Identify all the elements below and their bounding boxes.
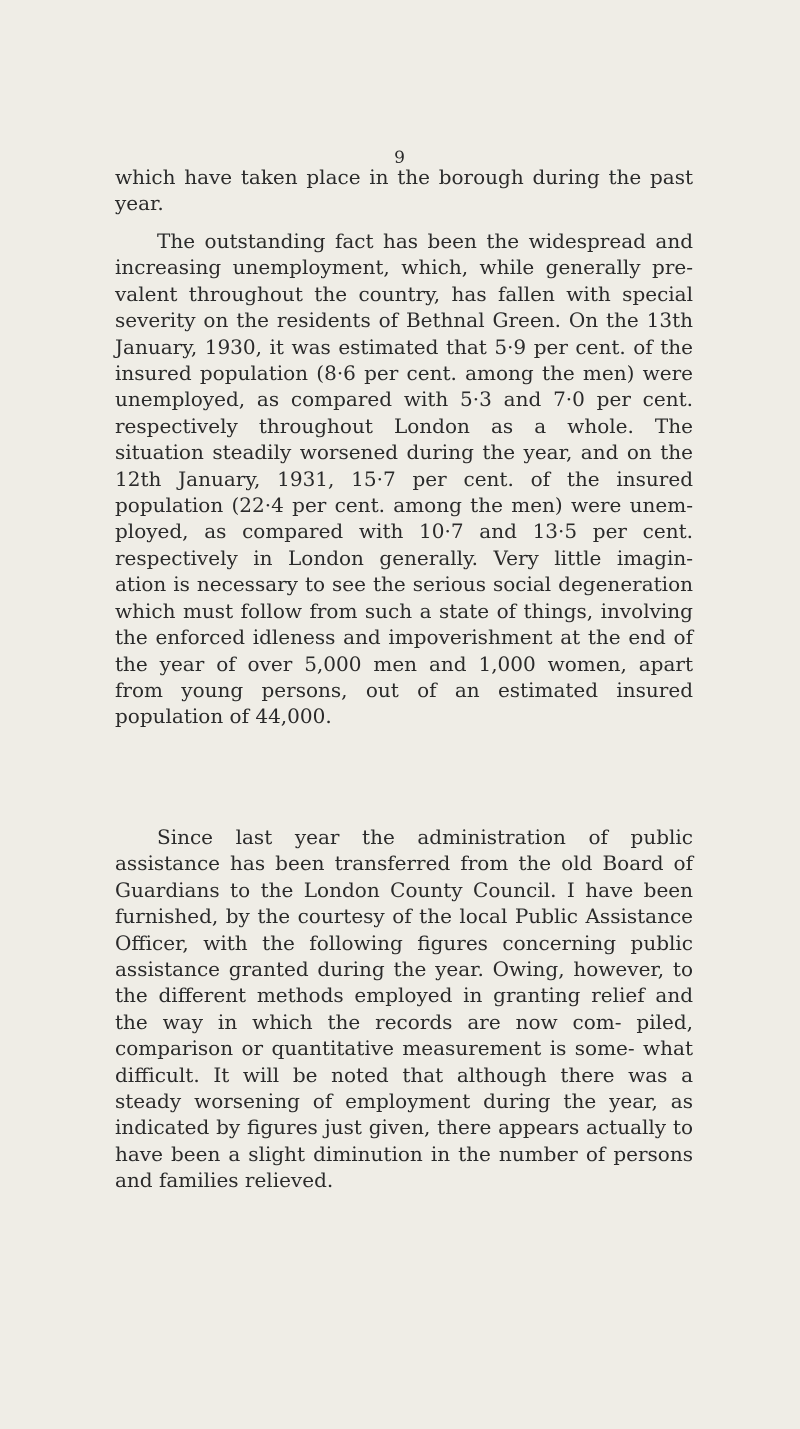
paragraph-unemployment <box>115 228 693 730</box>
paragraph-text: Since last year the administration of public assistance has been transferred from the old Board of Guardians to the London County Council. I have been furnished, by the courtesy of the local Public Assistance Officer, with the following figures concerning public assistance granted during the year. Owing, however, to the different methods employed in granting relief and the way in which the records are now com- piled, comparison or quantitative measurement is some- what difficult. It will be noted that although there was a steady worsening of employment during the year, as indicated by figures just given, there appears actually to have been a slight diminution in the number of persons and families relieved. <box>115 825 693 1193</box>
continuation-text <box>115 164 693 217</box>
paragraph-public-assistance <box>115 824 693 1194</box>
page-number: 9 <box>394 148 406 168</box>
paragraph-text: The outstanding fact has been the widespread and increasing unemployment, which, while generally pre- valent throughout the country, has fallen with special severity on the residents of Bethnal Green. On the 13th January, 1930, it was estimated that 5·9 per cent. of the insured population (8·6 per cent. among the men) were unemployed, as compared with 5·3 and 7·0 per cent. respectively throughout London as a whole. The situation steadily worsened during the year, and on the 12th January, 1931, 15·7 per cent. of the insured population (22·4 per cent. among the men) were unem- ployed, as compared with 10·7 and 13·5 per cent. respectively in London generally. Very little imagin- ation is necessary to see the serious social degeneration which must follow from such a state of things, involving the enforced idleness and impoverishment at the end of the year of over 5,000 men and 1,000 women, apart from young persons, out of an estimated insured population of 44,000. <box>115 229 693 729</box>
paragraph-continuation: which have taken place in the borough during the past year. <box>115 165 693 216</box>
